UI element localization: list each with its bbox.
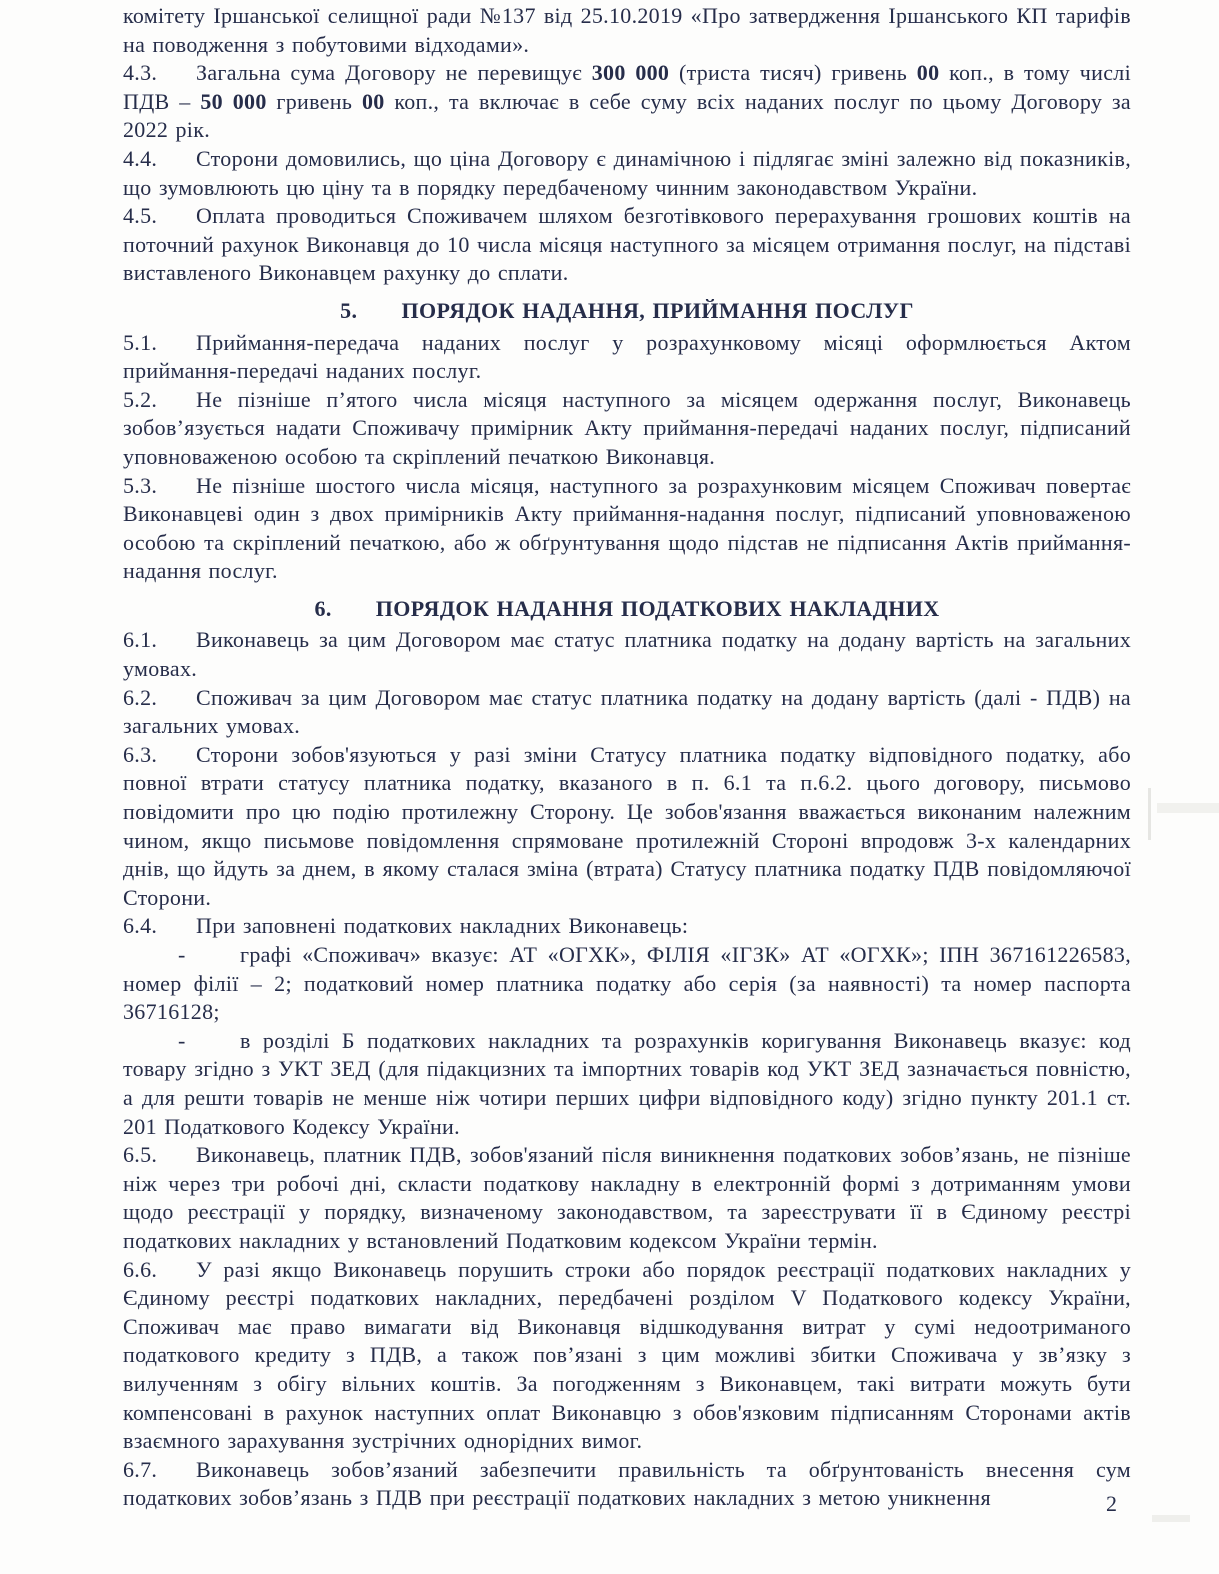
- text-run: Приймання-передача наданих послуг у розрахунковому місяці оформлюється Актом приймання-передачі наданих послуг.: [123, 329, 1131, 384]
- contract-text: [123, 2, 1131, 1513]
- clause-number: 5.2.: [123, 386, 158, 412]
- text-run: Сторони зобов'язуються у разі зміни Статусу платника податку відповідного податку, або повної втрати статусу платника податку, вказаного в п. 6.1 та п.6.2. цього договору, письмово повідомити про цю подію протилежну Сторону. Це зобов'язання вважається виконаним належним чином, якщо письмове повідомлення спрямоване протилежній Стороні впродовж 3-х календарних днів, що йдуть за днем, в якому сталася зміна (втрата) Статусу платника податку ПДВ повідомляючої Сторони.: [123, 741, 1131, 910]
- bold-run: 00: [361, 88, 385, 114]
- contract-paragraph: [123, 1141, 1131, 1255]
- bullet-dash: -: [178, 1027, 186, 1053]
- contract-paragraph: [123, 912, 1131, 941]
- contract-paragraph: [123, 329, 1131, 386]
- contract-paragraph: [123, 2, 1131, 59]
- text-run: Не пізніше шостого числа місяця, наступного за розрахунковим місяцем Споживач повертає Виконавцеві один з двох примірників Акту приймання-надання послуг, підписаний уповноваженою особою та скріплений печаткою, або ж обґрунтування щодо підстав не підписання Актів приймання-надання послуг.: [123, 472, 1131, 584]
- text-run: коп., в тому числі ПДВ –: [123, 60, 1131, 114]
- section-number: 6.: [314, 595, 332, 621]
- text-run: Виконавець за цим Договором має статус платника податку на додану вартість на загальних умовах.: [123, 627, 1131, 682]
- clause-number: 6.7.: [123, 1456, 158, 1482]
- text-run: Виконавець, платник ПДВ, зобов'язаний після виникнення податкових зобов’язань, не пізніше ніж через три робочі дні, скласти податкову накладну в електронній формі з дотриманням умови щодо реєстрації у порядку, визначеному законодавством, та зареєструвати її в Єдиному реєстрі податкових накладних у встановлений Податковим кодексом України термін.: [123, 1142, 1131, 1253]
- section-heading: [123, 297, 1131, 326]
- clause-number: 5.1.: [123, 329, 158, 355]
- bullet-item: [123, 941, 1131, 1027]
- text-run: Споживач за цим Договором має статус платника податку на додану вартість (далі - ПДВ) на загальних умовах.: [123, 684, 1131, 739]
- bold-run: 50 000: [200, 88, 267, 114]
- clause-number: 5.3.: [123, 472, 158, 498]
- scan-artifact: [1152, 1515, 1190, 1522]
- section-heading: [123, 595, 1131, 624]
- text-run: Оплата проводиться Споживачем шляхом безготівкового перерахування грошових коштів на поточний рахунок Виконавця до 10 числа місяця наступного за місяцем отримання послуг, на підставі виставленого Виконавцем рахунку до сплати.: [123, 203, 1131, 286]
- bold-run: 300 000: [591, 60, 670, 86]
- page-number: 2: [1106, 1491, 1117, 1516]
- clause-number: 6.2.: [123, 684, 158, 710]
- scan-artifact: [1157, 803, 1219, 813]
- contract-paragraph: [123, 1456, 1131, 1513]
- contract-paragraph: [123, 202, 1131, 288]
- contract-paragraph: [123, 1256, 1131, 1456]
- text-run: Не пізніше п’ятого числа місяця наступного за місяцем одержання послуг, Виконавець зобов’язується надати Споживачу примірник Акту приймання-передачі наданих послуг, підписаний уповноваженою особою та скріплений печаткою Виконавця.: [123, 386, 1131, 469]
- text-run: коп., та включає в себе суму всіх наданих послуг по цьому Договору за 2022 рік.: [123, 88, 1131, 143]
- text-run: графі «Споживач» вказує: АТ «ОГХК», ФІЛІЯ «ІГЗК» АТ «ОГХК»; ІПН 367161226583, номер філії – 2; податковий номер платника податку або серія (за наявності) та номер паспорта 36716128;: [123, 942, 1131, 1025]
- text-run: Виконавець зобов’язаний забезпечити правильність та обґрунтованість внесення сум податкових зобов’язань з ПДВ при реєстрації податкових накладних з метою уникнення: [123, 1456, 1131, 1511]
- contract-paragraph: [123, 472, 1131, 586]
- bullet-lead: [123, 1027, 240, 1056]
- text-run: гривень: [266, 88, 362, 114]
- section-number: 5.: [340, 297, 358, 323]
- contract-paragraph: [123, 626, 1131, 683]
- contract-paragraph: [123, 741, 1131, 913]
- bullet-item: [123, 1027, 1131, 1141]
- contract-paragraph: [123, 386, 1131, 472]
- clause-number: 6.4.: [123, 913, 158, 939]
- clause-number: 6.6.: [123, 1256, 158, 1282]
- text-run: (триста тисяч) гривень: [669, 60, 917, 86]
- contract-paragraph: [123, 684, 1131, 741]
- bullet-dash: -: [178, 942, 186, 967]
- scan-artifact: [1148, 788, 1151, 840]
- text-run: Загальна сума Договору не перевищує: [196, 60, 592, 86]
- section-title: ПОРЯДОК НАДАННЯ ПОДАТКОВИХ НАКЛАДНИХ: [375, 595, 940, 621]
- contract-paragraph: [123, 145, 1131, 202]
- clause-number: 6.3.: [123, 741, 158, 767]
- section-title: ПОРЯДОК НАДАННЯ, ПРИЙМАННЯ ПОСЛУГ: [401, 297, 914, 323]
- clause-number: 4.5.: [123, 203, 158, 229]
- bullet-lead: [123, 941, 240, 970]
- clause-number: 4.3.: [123, 60, 158, 86]
- text-run: У разі якщо Виконавець порушить строки або порядок реєстрації податкових накладних у Єдиному реєстрі податкових накладних, передбачені розділом V Податкового кодексу України, Споживач має право вимагати від Виконавця відшкодування витрат у сумі недоотриманого податкового кредиту з ПДВ, а також пов’язані з цим можливі збитки Споживача у зв’язку з вилученням з обігу вільних коштів. За погодженням з Виконавцем, такі витрати можуть бути компенсовані в рахунок наступних оплат Виконавцю з обов'язковим підписанням Сторонами актів взаємного зарахування зустрічних однорідних вимог.: [123, 1256, 1131, 1454]
- text-run: в розділі Б податкових накладних та розрахунків коригування Виконавець вказує: код товару згідно з УКТ ЗЕД (для підакцизних та імпортних товарів код УКТ ЗЕД зазначається повністю, а для решти товарів не менше ніж чотири перших цифри відповідного коду) згідно пункту 201.1 ст. 201 Податкового Кодексу України.: [123, 1027, 1131, 1139]
- clause-number: 6.5.: [123, 1142, 158, 1168]
- bold-run: 00: [916, 60, 940, 86]
- text-run: При заповнені податкових накладних Виконавець:: [196, 913, 689, 939]
- contract-paragraph: [123, 59, 1131, 145]
- clause-number: 4.4.: [123, 145, 158, 171]
- text-run: Сторони домовились, що ціна Договору є динамічною і підлягає зміні залежно від показників, що зумовлюють цю ціну та в порядку передбаченому чинним законодавством України.: [123, 145, 1131, 200]
- text-run: комітету Іршанської селищної ради №137 від 25.10.2019 «Про затвердження Іршанського КП тарифів на поводження з побутовими відходами».: [123, 3, 1131, 57]
- clause-number: 6.1.: [123, 627, 158, 653]
